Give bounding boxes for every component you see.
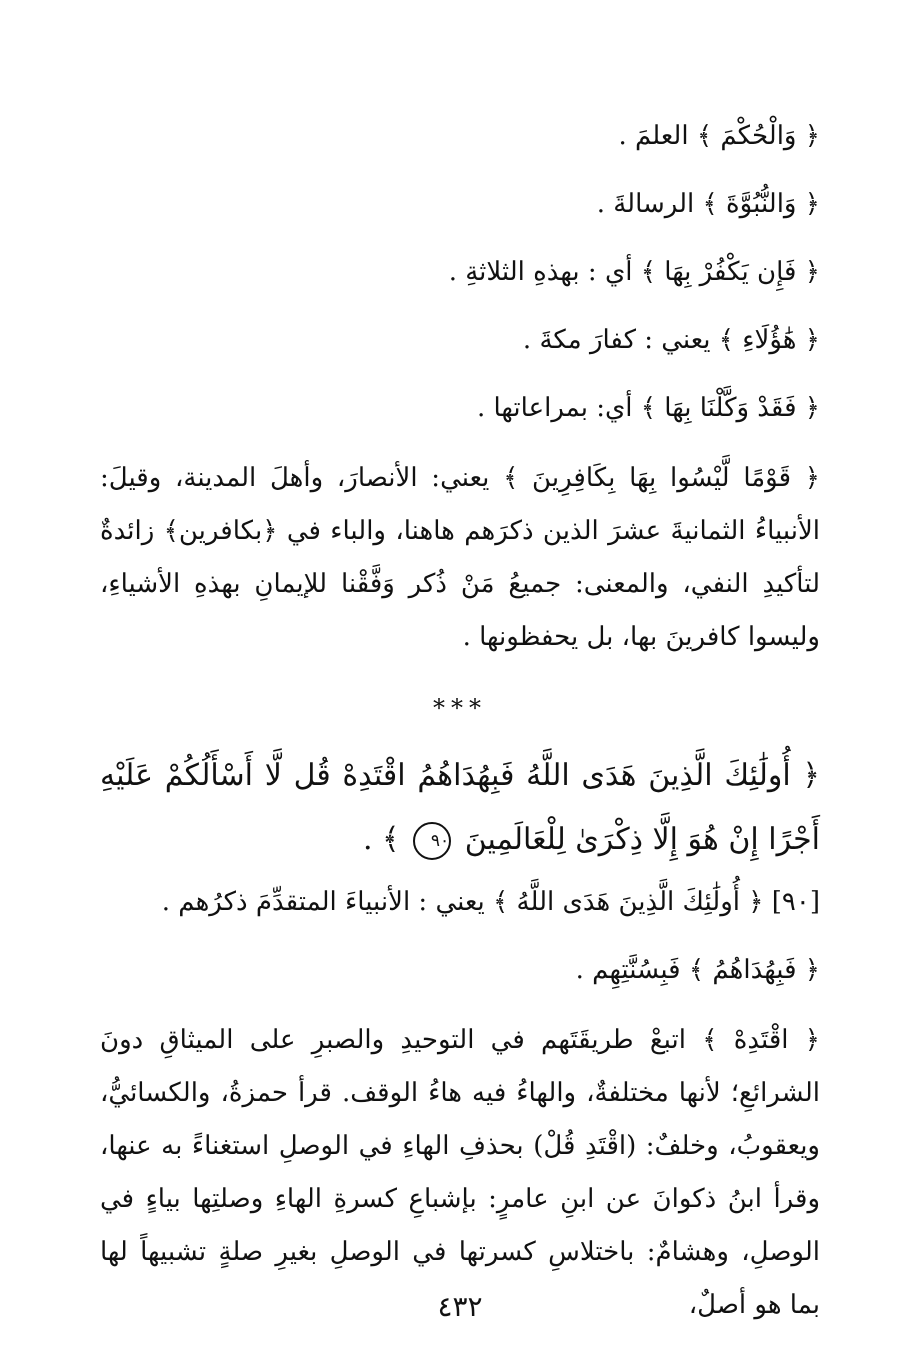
quran-verse [100,744,820,872]
gloss-line-5: ﴿ فَقَدْ وَكَّلْنَا بِهَا ﴾ أي: بمراعاتها . [476,393,820,423]
verse-text: ﴿ أُولَٰئِكَ الَّذِينَ هَدَى اللَّهُ فَبِهُدَاهُمُ اقْتَدِهْ قُل لَّا أَسْأَلُكُمْ عَلَيْهِ أَجْرًا إِنْ هُوَ إِلَّا ذِكْرَىٰ لِلْعَالَمِينَ [100,758,820,857]
page-body [100,112,820,1332]
page-number: ٤٣٢ [437,1290,483,1323]
commentary-paragraph-1: ﴿ قَوْمًا لَّيْسُوا بِهَا بِكَافِرِينَ ﴾ يعني: الأنصارَ، وأهلَ المدينة، وقيلَ: الأنبياءُ الثمانيةَ عشرَ الذين ذكرَهم هاهنا، والباء في ﴿بكافرين﴾ زائدةٌ لتأكيدِ النفي، والمعنى: جميعُ مَنْ ذُكر وَفَّقْنا للإيمانِ بهذهِ الأشياءِ، وليسوا كافرينَ بها، بل يحفظونها . [100,463,820,652]
verse-90-comment: [٩٠] ﴿ أُولَٰئِكَ الَّذِينَ هَدَى اللَّهُ ﴾ يعني : الأنبياءَ المتقدِّمَ ذكرُهم . [161,887,820,917]
section-separator: *** [433,694,487,722]
gloss-line-1: ﴿ وَالْحُكْمَ ﴾ العلمَ . [618,121,820,151]
verse-91-comment: ﴿ فَبِهُدَاهُمُ ﴾ فَبِسُنَّتِهِم . [575,955,820,985]
verse-closing: ﴾ . [362,822,400,857]
gloss-line-3: ﴿ فَإِن يَكْفُرْ بِهَا ﴾ أي : بهذهِ الثلاثةِ . [448,257,820,287]
gloss-line-2: ﴿ وَالنُّبُوَّةَ ﴾ الرسالةَ . [596,189,820,219]
ayah-number-marker: ٩٠ [413,822,451,860]
commentary-paragraph-2: ﴿ اقْتَدِهْ ﴾ اتبعْ طريقَتَهم في التوحيدِ والصبرِ على الميثاقِ دونَ الشرائعِ؛ لأنها مختلفةٌ، والهاءُ فيه هاءُ الوقف. قرأ حمزةُ، والكسائيُّ، ويعقوبُ، وخلفٌ: (اقْتَدِ قُلْ) بحذفِ الهاءِ في الوصلِ استغناءً به عنها، وقرأ ابنُ ذكوانَ عن ابنِ عامرٍ: بإشباعِ كسرةِ الهاءِ وصلتِها بياءٍ في الوصلِ، وهشامٌ: باختلاسِ كسرتها في الوصلِ بغيرِ صلةٍ تشبيهاً لها بما هو أصلٌ، [100,1025,820,1320]
gloss-line-4: ﴿ هَٰؤُلَاءِ ﴾ يعني : كفارَ مكةَ . [522,325,820,355]
